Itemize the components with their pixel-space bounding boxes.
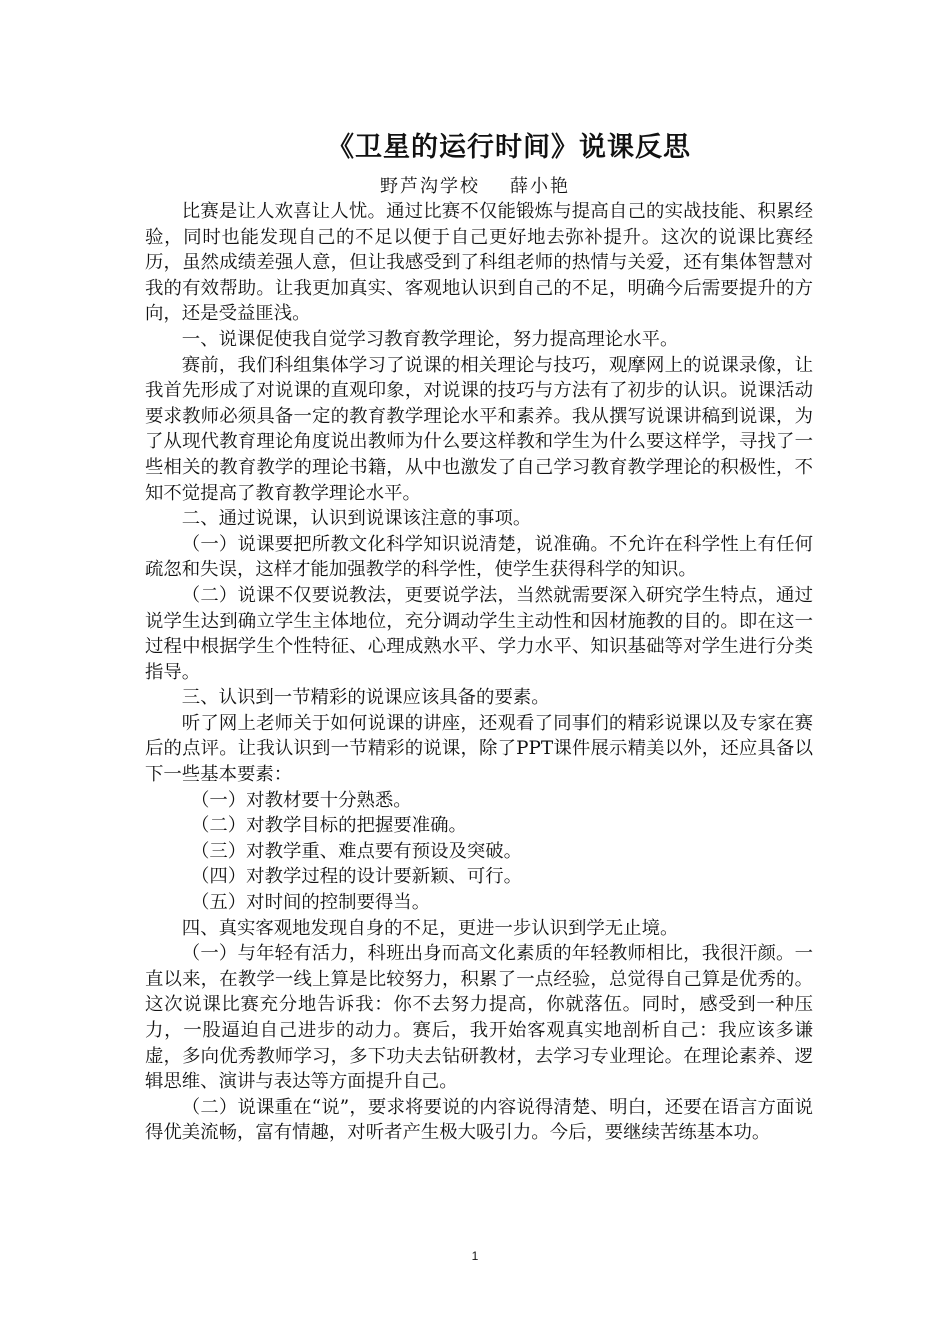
author-name: 薛小艳 bbox=[510, 176, 570, 197]
section-heading-3: 三、认识到一节精彩的说课应该具备的要素。 bbox=[181, 687, 550, 709]
list-item: （四）对教学过程的设计要新颖、可行。 bbox=[191, 866, 523, 888]
paragraph: 听了网上老师关于如何说课的讲座，还观看了同事们的精彩说课以及专家在赛后的点评。让我认识到一节精彩的说课，除了PPT课件展示精美以外，还应具备以下一些基本要素： bbox=[145, 712, 813, 786]
paragraph-intro: 比赛是让人欢喜让人忧。通过比赛不仅能锻炼与提高自己的实战技能、积累经验，同时也能发现自己的不足以便于自己更好地去弥补提升。这次的说课比赛经历，虽然成绩差强人意，但让我感受到了科组老师的热情与关爱，还有集体智慧对我的有效帮助。让我更加真实、客观地认识到自己的不足，明确今后需要提升的方向，还是受益匪浅。 bbox=[145, 201, 813, 325]
section-heading-2: 二、通过说课，认识到说课该注意的事项。 bbox=[181, 508, 532, 530]
section-heading-4: 四、真实客观地发现自身的不足，更进一步认识到学无止境。 bbox=[181, 917, 679, 939]
list-item: （三）对教学重、难点要有预设及突破。 bbox=[191, 840, 523, 862]
list-item: （二）对教学目标的把握要准确。 bbox=[191, 815, 467, 837]
section-heading-1: 一、说课促使我自觉学习教育教学理论，努力提高理论水平。 bbox=[181, 328, 679, 350]
paragraph: 赛前，我们科组集体学习了说课的相关理论与技巧，观摩网上的说课录像，让我首先形成了对说课的直观印象，对说课的技巧与方法有了初步的认识。说课活动要求教师必须具备一定的教育教学理论水平和素养。我从撰写说课讲稿到说课，为了从现代教育理论角度说出教师为什么要这样教和学生为什么要这样学，寻找了一些相关的教育教学的理论书籍，从中也激发了自己学习教育教学理论的积极性，不知不觉提高了教育教学理论水平。 bbox=[145, 354, 813, 504]
paragraph: （一）说课要把所教文化科学知识说清楚，说准确。不允许在科学性上有任何疏忽和失误，这样才能加强教学的科学性，使学生获得科学的知识。 bbox=[145, 533, 813, 581]
author-school: 野芦沟学校 bbox=[380, 176, 480, 197]
list-item: （五）对时间的控制要得当。 bbox=[191, 892, 431, 914]
list-item: （一）对教材要十分熟悉。 bbox=[191, 789, 412, 811]
author-line bbox=[0, 175, 950, 199]
paragraph: （一）与年轻有活力，科班出身而高文化素质的年轻教师相比，我很汗颜。一直以来，在教学一线上算是比较努力，积累了一点经验，总觉得自己算是优秀的。这次说课比赛充分地告诉我：你不去努力提高，你就落伍。同时，感受到一种压力，一股逼迫自己进步的动力。赛后，我开始客观真实地剖析自己：我应该多谦虚，多向优秀教师学习，多下功夫去钻研教材，去学习专业理论。在理论素养、逻辑思维、演讲与表达等方面提升自己。 bbox=[145, 943, 813, 1093]
paragraph: （二）说课不仅要说教法，更要说学法，当然就需要深入研究学生特点，通过说学生达到确立学生主体地位，充分调动学生主动性和因材施教的目的。即在这一过程中根据学生个性特征、心理成熟水平、学力水平、知识基础等对学生进行分类指导。 bbox=[145, 584, 813, 683]
document-title: 《卫星的运行时间》说课反思 bbox=[327, 132, 691, 163]
paragraph: （二）说课重在“说”，要求将要说的内容说得清楚、明白，还要在语言方面说得优美流畅，富有情趣，对听者产生极大吸引力。今后，要继续苦练基本功。 bbox=[145, 1096, 813, 1144]
document-body bbox=[145, 199, 813, 1146]
page-number: 1 bbox=[471, 1249, 479, 1263]
